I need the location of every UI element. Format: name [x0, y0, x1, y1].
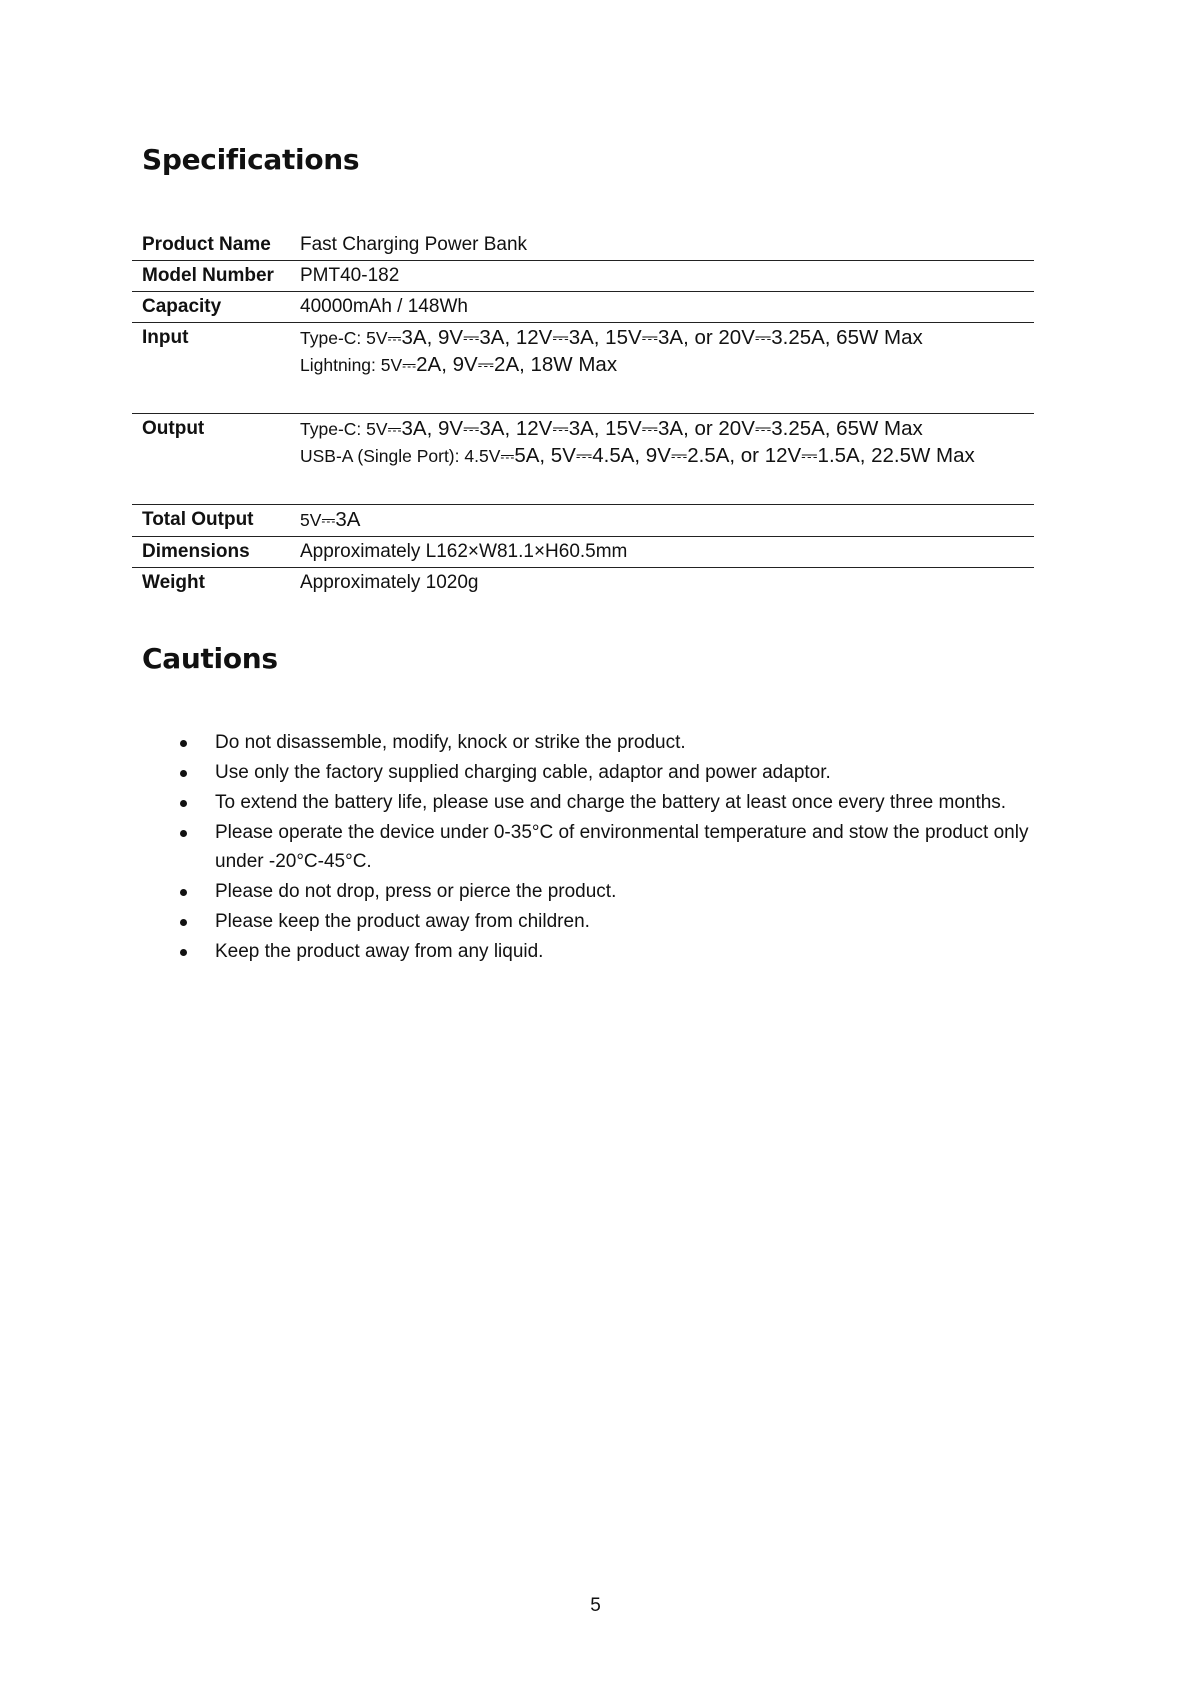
- specifications-table: [132, 230, 1034, 598]
- bullet-icon: [180, 770, 187, 777]
- spec-value-text: Approximately L162×W81.1×H60.5mm: [300, 541, 628, 562]
- caution-item: [180, 758, 1060, 787]
- caution-item: [180, 877, 1060, 906]
- caution-text: Please operate the device under 0-35°C of environmental temperature and stow the product only under -20°C-45°C.: [215, 822, 1029, 872]
- spec-label: Total Output: [132, 505, 294, 537]
- page-number: 5: [590, 1595, 601, 1616]
- spec-value-text: 5A, 5V⎓4.5A, 9V⎓2.5A, or 12V⎓1.5A, 22.5W Max: [514, 444, 975, 467]
- spec-value: [294, 568, 1034, 599]
- cautions-heading: Cautions: [142, 642, 278, 675]
- spec-value: [294, 537, 1034, 568]
- spec-row-output: [132, 414, 1034, 505]
- spec-value-text: 3A, 9V⎓3A, 12V⎓3A, 15V⎓3A, or 20V⎓3.25A, 65W Max: [401, 417, 923, 440]
- spec-value-prefix: Type-C: 5V⎓: [300, 328, 402, 348]
- spec-value-prefix: Lightning: 5V⎓: [300, 355, 417, 375]
- spec-value: [294, 414, 1034, 505]
- spec-label: Input: [132, 323, 294, 414]
- spec-value-prefix: 5V⎓: [300, 510, 336, 530]
- spec-label: Product Name: [132, 230, 294, 261]
- spec-value-line: [300, 416, 1024, 443]
- spec-value: [294, 261, 1034, 292]
- spec-value-text: PMT40-182: [300, 265, 400, 286]
- spec-row-weight: [132, 568, 1034, 599]
- caution-text: To extend the battery life, please use and charge the battery at least once every three months.: [215, 792, 1007, 813]
- spec-row-input: [132, 323, 1034, 414]
- spec-value-text: 2A, 9V⎓2A, 18W Max: [416, 353, 618, 376]
- cautions-list: [180, 728, 1060, 967]
- spec-value-line: [300, 443, 1024, 470]
- spec-row-dimensions: [132, 537, 1034, 568]
- spec-value-prefix: Type-C: 5V⎓: [300, 419, 402, 439]
- spec-label: Capacity: [132, 292, 294, 323]
- bullet-icon: [180, 830, 187, 837]
- spec-label: Weight: [142, 572, 205, 593]
- spec-value-text: Approximately 1020g: [300, 572, 479, 593]
- spec-value: [294, 292, 1034, 323]
- spec-row-capacity: [132, 292, 1034, 323]
- caution-text: Please keep the product away from children.: [215, 911, 590, 932]
- spec-value-text: 3A, 9V⎓3A, 12V⎓3A, 15V⎓3A, or 20V⎓3.25A, 65W Max: [401, 326, 923, 349]
- spec-value-text: 40000mAh / 148Wh: [300, 296, 468, 317]
- spec-value-prefix: USB-A (Single Port): 4.5V⎓: [300, 446, 515, 466]
- caution-text: Do not disassemble, modify, knock or strike the product.: [215, 732, 686, 753]
- caution-item: [180, 728, 1060, 757]
- spec-value: [294, 230, 1034, 261]
- spec-row-total-output: [132, 505, 1034, 537]
- spec-label: Dimensions: [132, 537, 294, 568]
- caution-text: Use only the factory supplied charging cable, adaptor and power adaptor.: [215, 762, 831, 783]
- spec-value: [294, 323, 1034, 414]
- caution-text: Please do not drop, press or pierce the product.: [215, 881, 617, 902]
- bullet-icon: [180, 889, 187, 896]
- caution-text: Keep the product away from any liquid.: [215, 941, 544, 962]
- spec-row-model-number: [132, 261, 1034, 292]
- spec-value-text: 3A: [335, 508, 361, 531]
- caution-item: [180, 937, 1060, 966]
- bullet-icon: [180, 919, 187, 926]
- caution-item: [180, 907, 1060, 936]
- spec-label: Model Number: [132, 261, 294, 292]
- spec-value-text: Fast Charging Power Bank: [300, 234, 528, 255]
- specifications-heading: Specifications: [142, 143, 360, 176]
- bullet-icon: [180, 949, 187, 956]
- bullet-icon: [180, 800, 187, 807]
- caution-item: [180, 788, 1060, 817]
- bullet-icon: [180, 740, 187, 747]
- spec-value: [294, 505, 1034, 537]
- spec-value-line: [300, 352, 1024, 379]
- spec-value-line: [300, 325, 1024, 352]
- caution-item: [180, 818, 1060, 876]
- spec-label: Output: [132, 414, 294, 505]
- spec-row-product-name: [132, 230, 1034, 261]
